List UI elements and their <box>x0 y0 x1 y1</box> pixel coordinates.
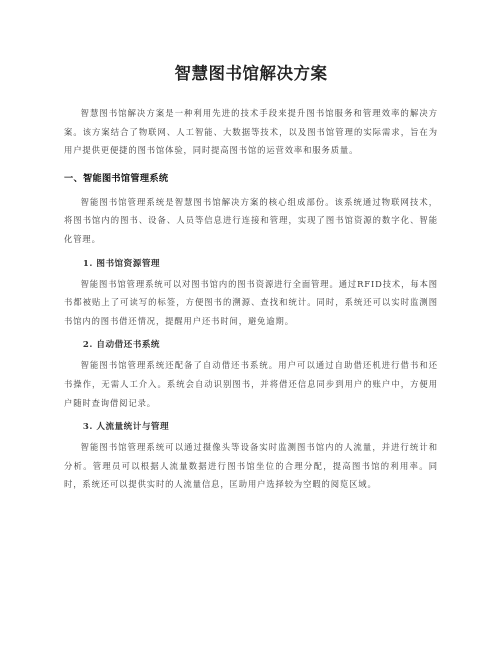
subsection-heading-resource-management: 1. 图书馆资源管理 <box>82 258 161 269</box>
subsection-heading-self-checkout: 2. 自动借还书系统 <box>82 340 161 351</box>
section-heading: 一、智能图书馆管理系统 <box>64 172 169 184</box>
document-title: 智慧图书馆解决方案 <box>174 64 328 83</box>
subsection-paragraph-resource-management: 智能图书馆管理系统可以对图书馆内的图书资源进行全面管理。通过RFID技术，每本图书都被贴上了可读写的标签，方便图书的溯源、查找和统计。同时，系统还可以实时监测图书馆内的图书借还情况，提醒用户还书时间，避免逾期。 <box>64 278 438 326</box>
subsection-heading-traffic-statistics: 3. 人流量统计与管理 <box>82 422 170 433</box>
section-intro-paragraph: 智能图书馆管理系统是智慧图书馆解决方案的核心组成部份。该系统通过物联网技术，将图书馆内的图书、设备、人员等信息进行连接和管理，实现了图书馆资源的数字化、智能化管理。 <box>64 196 438 244</box>
subsection-paragraph-self-checkout: 智能图书馆管理系统还配备了自动借还书系统。用户可以通过自助借还机进行借书和还书操作，无需人工介入。系统会自动识别图书，并将借还信息同步到用户的账户中，方便用户随时查询借阅记录。 <box>64 360 438 408</box>
subsection-paragraph-traffic-statistics: 智能图书馆管理系统可以通过摄像头等设备实时监测图书馆内的人流量，并进行统计和分析。管理员可以根据人流量数据进行图书馆坐位的合理分配，提高图书馆的利用率。同时，系统还可以提供实时的人流量信息，匡助用户选择较为空暇的阅览区域。 <box>64 442 438 490</box>
intro-paragraph: 智慧图书馆解决方案是一种利用先进的技术手段来提升图书馆服务和管理效率的解决方案。该方案结合了物联网、人工智能、大数据等技术，以及图书馆管理的实际需求，旨在为用户提供更便捷的图书馆体验，同时提高图书馆的运营效率和服务质量。 <box>64 108 438 156</box>
